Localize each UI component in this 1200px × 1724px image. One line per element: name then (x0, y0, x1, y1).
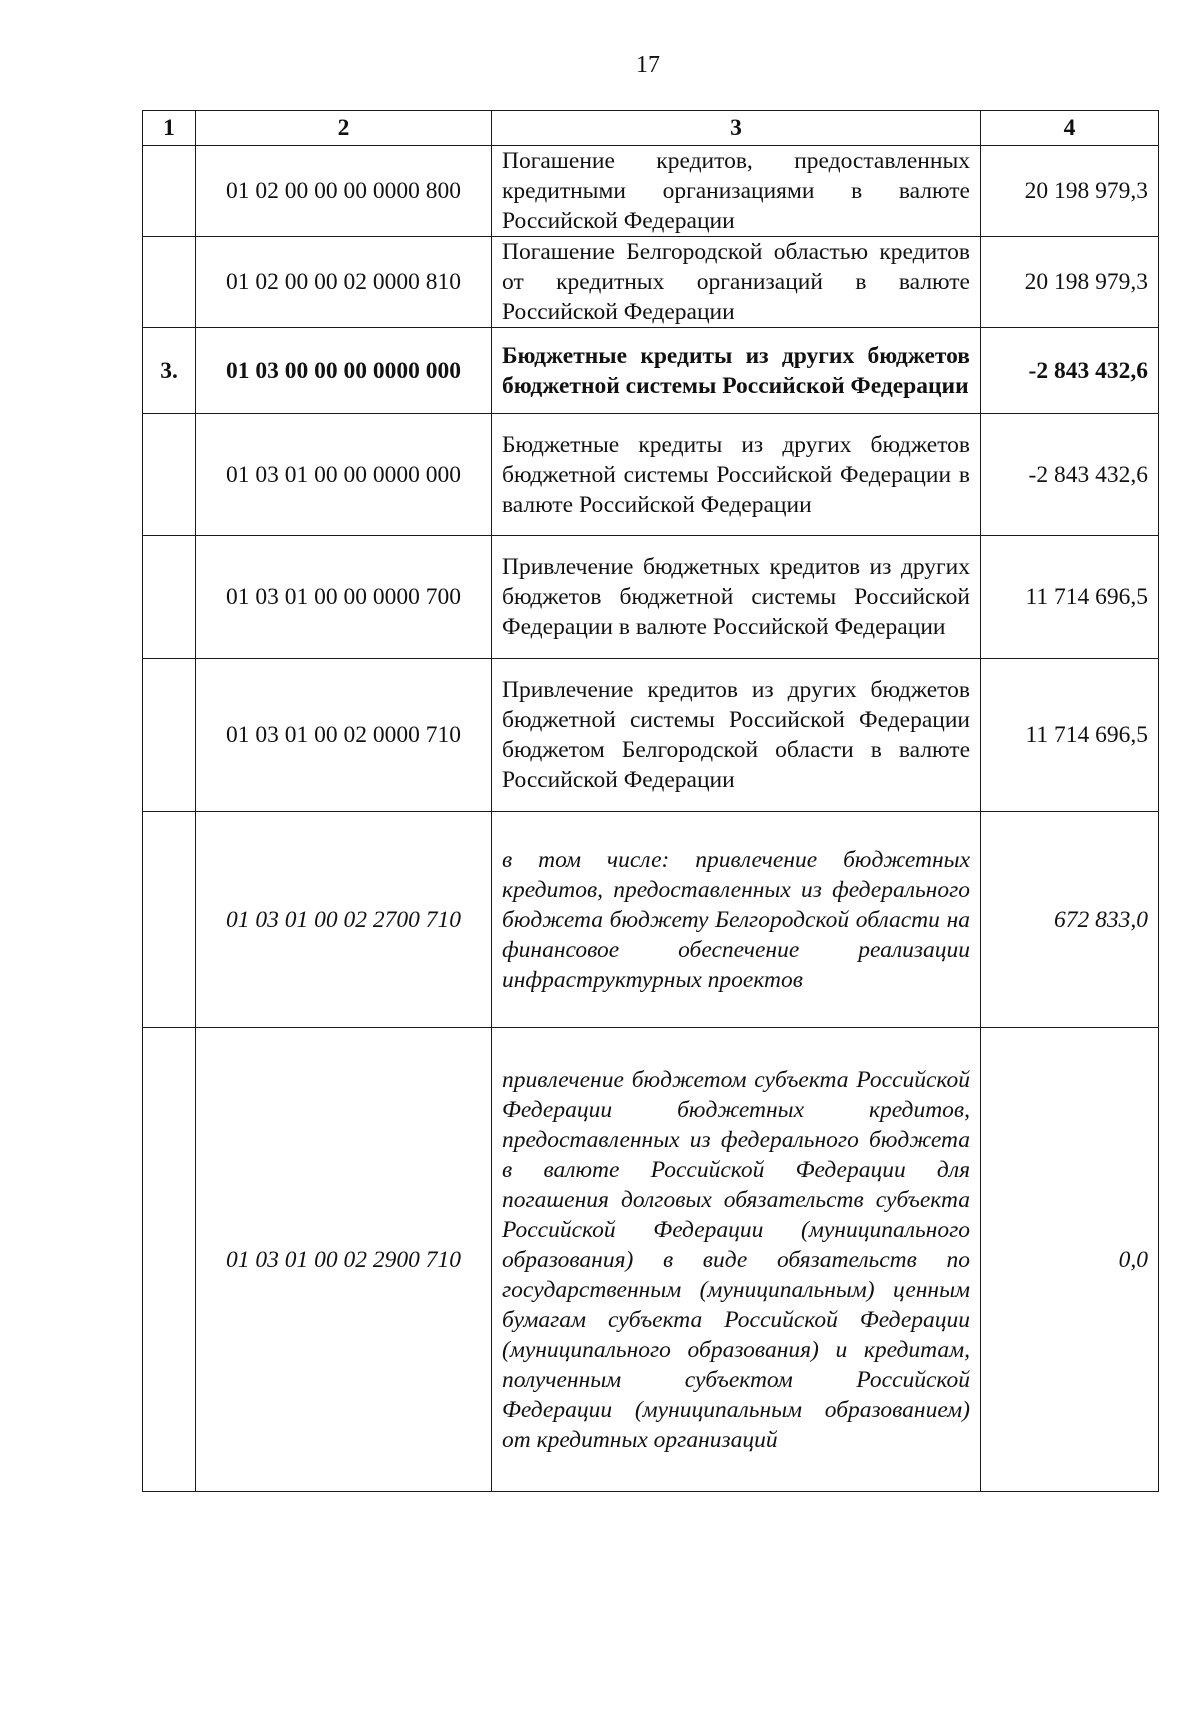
table-row (143, 146, 1159, 237)
row-amount: -2 843 432,6 (981, 414, 1159, 536)
row-amount: 11 714 696,5 (981, 536, 1159, 659)
budget-code: 01 03 01 00 02 2900 710 (196, 1028, 492, 1492)
table-row (143, 812, 1159, 1028)
row-description: Погашение Белгородской областью кредитов от кредитных организаций в валюте Российской Федерации (492, 237, 981, 328)
table-row (143, 414, 1159, 536)
row-description: Бюджетные кредиты из других бюджетов бюджетной системы Российской Федерации в валюте Российской Федерации (492, 414, 981, 536)
row-number (143, 146, 196, 237)
row-number (143, 659, 196, 812)
row-description: в том числе: привлечение бюджетных кредитов, предоставленных из федерального бюджета бюджету Белгородской области на финансовое обеспечение реализации инфраструктурных проектов (492, 812, 981, 1028)
table-row (143, 1028, 1159, 1492)
budget-code: 01 03 00 00 00 0000 000 (196, 328, 492, 414)
table-row (143, 659, 1159, 812)
row-description: Привлечение кредитов из других бюджетов бюджетной системы Российской Федерации бюджетом Белгородской области в валюте Российской Федерации (492, 659, 981, 812)
table-row (143, 536, 1159, 659)
row-description: Бюджетные кредиты из других бюджетов бюджетной системы Российской Федерации (492, 328, 981, 414)
page-number: 17 (636, 52, 660, 78)
budget-code: 01 02 00 00 00 0000 800 (196, 146, 492, 237)
row-number: 3. (143, 328, 196, 414)
table-header-row (143, 111, 1159, 146)
budget-code: 01 03 01 00 00 0000 000 (196, 414, 492, 536)
row-amount: 0,0 (981, 1028, 1159, 1492)
table-row-section (143, 328, 1159, 414)
row-amount: 20 198 979,3 (981, 237, 1159, 328)
row-number (143, 414, 196, 536)
column-header-3: 3 (492, 111, 981, 146)
row-amount: 11 714 696,5 (981, 659, 1159, 812)
column-header-4: 4 (981, 111, 1159, 146)
row-number (143, 1028, 196, 1492)
row-number (143, 812, 196, 1028)
row-description: Погашение кредитов, предоставленных кредитными организациями в валюте Российской Федерации (492, 146, 981, 237)
column-header-1: 1 (143, 111, 196, 146)
row-description: Привлечение бюджетных кредитов из других бюджетов бюджетной системы Российской Федерации в валюте Российской Федерации (492, 536, 981, 659)
row-amount: -2 843 432,6 (981, 328, 1159, 414)
row-description: привлечение бюджетом субъекта Российской Федерации бюджетных кредитов, предоставленных из федерального бюджета в валюте Российской Федерации для погашения долговых обязательств субъекта Российской Федерации (муниципального образования) в виде обязательств по государственным (муниципальным) ценным бумагам субъекта Российской Федерации (муниципального образования) и кредитам, полученным субъектом Российской Федерации (муниципальным образованием) от кредитных организаций (492, 1028, 981, 1492)
row-number (143, 536, 196, 659)
budget-code: 01 03 01 00 00 0000 700 (196, 536, 492, 659)
table-row (143, 237, 1159, 328)
budget-code: 01 03 01 00 02 2700 710 (196, 812, 492, 1028)
budget-sources-table (142, 110, 1159, 1492)
budget-code: 01 02 00 00 02 0000 810 (196, 237, 492, 328)
row-amount: 672 833,0 (981, 812, 1159, 1028)
row-number (143, 237, 196, 328)
budget-code: 01 03 01 00 02 0000 710 (196, 659, 492, 812)
row-amount: 20 198 979,3 (981, 146, 1159, 237)
column-header-2: 2 (196, 111, 492, 146)
